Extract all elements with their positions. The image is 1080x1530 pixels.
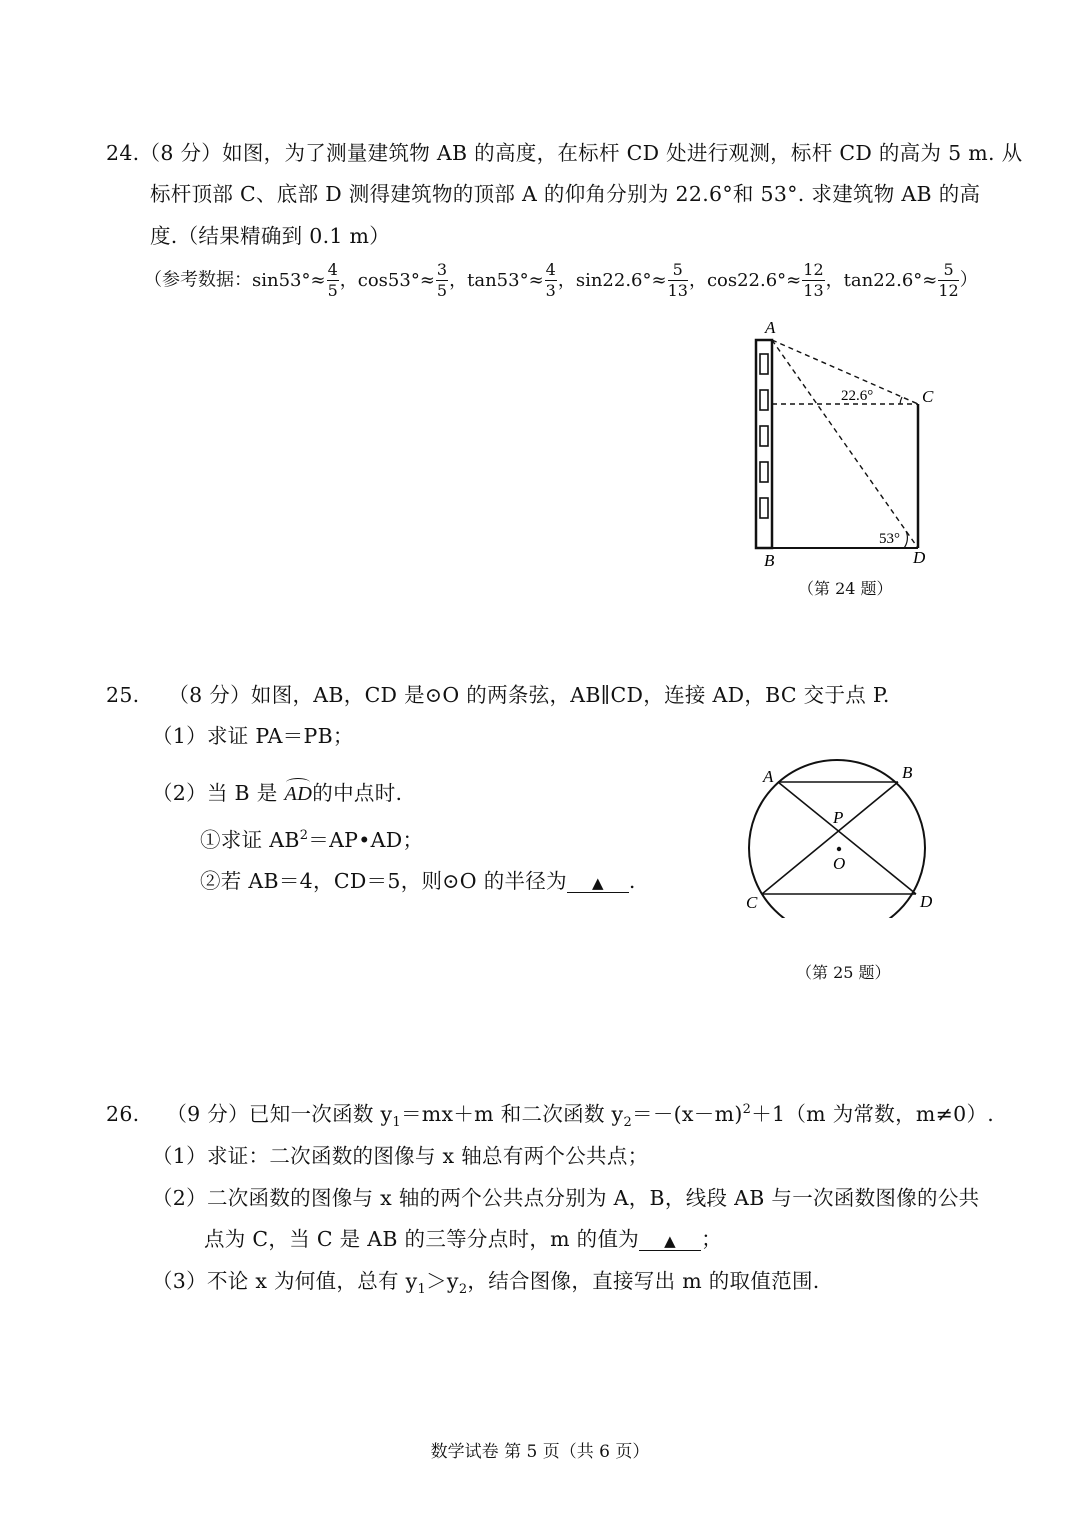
- q25-part1: （1）求证 PA＝PB；: [152, 724, 354, 748]
- q24-score: （8 分）: [139, 141, 223, 165]
- q25-score: （8 分）: [168, 683, 251, 707]
- ref-item-name: sin53°≈: [252, 269, 326, 291]
- label-b: B: [764, 551, 775, 570]
- label-a: A: [765, 318, 776, 337]
- angle-c-label: 22.6°: [841, 388, 874, 404]
- ref-item: [467, 260, 576, 300]
- angle-arc-d: [904, 531, 907, 548]
- fraction-denominator: 5: [436, 281, 448, 300]
- q26-stem-b: ＝mx＋m 和二次函数 y: [400, 1102, 624, 1126]
- label-o: O: [833, 854, 846, 873]
- q25-sub2-suffix: .: [628, 869, 636, 893]
- label-b: B: [902, 763, 913, 782]
- q26-stem-sup: 2: [742, 1102, 752, 1118]
- q26-part1: （1）求证：二次函数的图像与 x 轴总有两个公共点；: [152, 1144, 649, 1168]
- fraction-denominator: 13: [667, 281, 688, 300]
- q26-stem-a: 已知一次函数 y: [248, 1102, 393, 1126]
- q25-caption: （第 25 题）: [796, 963, 891, 982]
- ref-item: [575, 260, 707, 300]
- q24-caption: （第 24 题）: [798, 579, 893, 598]
- fraction-numerator: 12: [803, 260, 824, 279]
- q26-part2-line2-suffix: ；: [701, 1227, 722, 1251]
- q25-stem: 如图，AB，CD 是⊙O 的两条弦，AB∥CD，连接 AD，BC 交于点 P.: [250, 683, 890, 707]
- q25-number: 25.: [106, 683, 140, 707]
- ref-item: [357, 260, 468, 300]
- page-footer: 数学试卷 第 5 页（共 6 页）: [430, 1442, 650, 1462]
- q25-sub1-suffix: ＝AP•AD；: [308, 828, 424, 852]
- ref-item-fraction: [802, 262, 824, 299]
- q25-sub2-prefix: ②若 AB＝4，CD＝5，则⊙O 的半径为: [200, 869, 567, 893]
- fraction-numerator: 5: [668, 262, 688, 281]
- q26-part3-c: ，结合图像，直接写出 m 的取值范围.: [467, 1269, 820, 1293]
- ref-item-fraction: [327, 262, 339, 299]
- label-c: C: [746, 893, 758, 912]
- answer-blank-25[interactable]: ▲: [567, 875, 629, 893]
- q25-sub1: [200, 823, 423, 853]
- q24-text-line2: 标杆顶部 C、底部 D 测得建筑物的顶部 A 的仰角分别为 22.6°和 53°. 求建筑物 AB 的高: [150, 182, 981, 206]
- label-d: D: [913, 548, 926, 567]
- label-d: D: [920, 892, 933, 911]
- q26-part3: [152, 1264, 820, 1297]
- building-ab: [756, 340, 772, 548]
- arc-ad: AD: [284, 783, 313, 805]
- q25-part2-prefix: （2）当 B 是: [152, 781, 285, 805]
- q26-stem-sub1: 1: [392, 1115, 401, 1131]
- segment-ad: [778, 782, 916, 894]
- q25-sub1-prefix: ①求证 AB: [200, 828, 300, 852]
- q26-part2-line2-prefix: 点为 C，当 C 是 AB 的三等分点时，m 的值为: [204, 1227, 640, 1251]
- q25-sub2: [200, 864, 636, 894]
- fraction-denominator: 12: [938, 281, 959, 300]
- ref-separator: ，: [688, 269, 707, 291]
- ref-item: [706, 260, 844, 300]
- answer-blank-26[interactable]: ▲: [639, 1233, 701, 1251]
- fraction-numerator: 5: [938, 262, 958, 281]
- q24-number: 24.: [106, 141, 140, 165]
- ref-item-name: tan22.6°≈: [843, 269, 938, 291]
- fraction-numerator: 4: [327, 260, 338, 279]
- q25-figure: [738, 758, 948, 918]
- ref-item-fraction: [436, 262, 448, 299]
- q24-reference-data: [144, 262, 978, 299]
- fraction-denominator: 13: [803, 281, 824, 300]
- ref-suffix: ）: [959, 269, 978, 291]
- q26-stem-d: ＋1（m 为常数，m≠0）.: [751, 1102, 995, 1126]
- label-p: P: [833, 808, 844, 827]
- fraction-denominator: 3: [545, 281, 556, 300]
- ref-prefix: （参考数据：: [144, 269, 252, 291]
- angle-arc-c: [900, 397, 902, 404]
- ref-separator: ，: [825, 269, 844, 291]
- angle-d-label: 53°: [879, 531, 900, 547]
- q26-score: （9 分）: [166, 1102, 249, 1126]
- ref-item-fraction: [668, 262, 688, 299]
- ref-separator: ，: [339, 269, 358, 291]
- fraction-denominator: 5: [327, 281, 338, 300]
- q26-stem-c: ＝－(x－m): [632, 1102, 743, 1126]
- label-a: A: [763, 767, 774, 786]
- sightline-da: [772, 340, 918, 548]
- q26-stem-sub2: 2: [623, 1115, 633, 1131]
- q25-sub1-sup: 2: [299, 828, 309, 844]
- q24-figure: [740, 318, 950, 603]
- ref-item: [252, 260, 358, 300]
- q24-line1: [106, 136, 1022, 166]
- building-windows: [760, 354, 768, 518]
- q25-part2-suffix: 的中点时.: [312, 781, 403, 805]
- q24-text-line3: 度.（结果精确到 0.1 m）: [150, 224, 391, 248]
- q24-text-line1: 如图，为了测量建筑物 AB 的高度，在标杆 CD 处进行观测，标杆 CD 的高为 5 m. 从: [222, 141, 1023, 165]
- q26-stem-line: [106, 1097, 994, 1130]
- q26-part3-b: ＞y: [426, 1269, 459, 1293]
- ref-item-name: tan53°≈: [467, 269, 544, 291]
- segment-bc: [762, 782, 898, 894]
- q26-part3-sub1: 1: [417, 1282, 427, 1298]
- q26-part3-a: （3）不论 x 为何值，总有 y: [152, 1269, 418, 1293]
- ref-item-fraction: [545, 262, 557, 299]
- fraction-numerator: 3: [436, 260, 448, 279]
- q26-number: 26.: [106, 1102, 140, 1126]
- ref-item-fraction: [938, 262, 958, 299]
- ref-item: [843, 260, 960, 300]
- q25-part2: [152, 776, 402, 806]
- label-c: C: [922, 387, 934, 406]
- ref-separator: ，: [449, 269, 468, 291]
- q26-part3-sub2: 2: [458, 1282, 468, 1298]
- q26-part2-line1: （2）二次函数的图像与 x 轴的两个公共点分别为 A，B，线段 AB 与一次函数图像的公共: [152, 1186, 980, 1210]
- q26-part2-line2: [204, 1222, 722, 1252]
- q25-stem-line: [106, 678, 890, 708]
- center-point-o: [837, 847, 841, 851]
- ref-item-name: sin22.6°≈: [575, 269, 667, 291]
- ref-item-name: cos53°≈: [357, 269, 435, 291]
- fraction-numerator: 4: [545, 260, 556, 279]
- ref-item-name: cos22.6°≈: [706, 269, 802, 291]
- ref-separator: ，: [557, 269, 576, 291]
